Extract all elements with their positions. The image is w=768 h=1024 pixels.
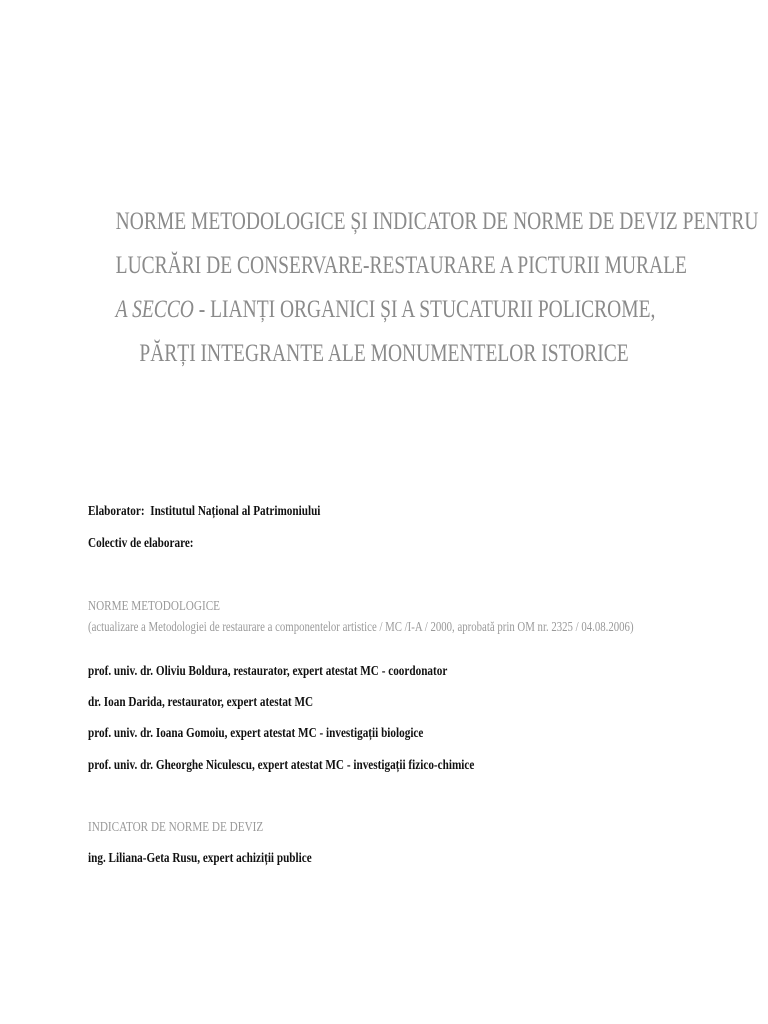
member-line: prof. univ. dr. Ioana Gomoiu, expert atestat MC - investigații biologice — [88, 726, 424, 741]
title-line-3-italic: A SECCO — [115, 296, 194, 323]
member-line: dr. Ioan Darida, restaurator, expert atestat MC — [88, 695, 314, 710]
elaborator-line — [88, 504, 320, 520]
elaborator-value: Institutul Național al Patrimoniului — [150, 504, 321, 519]
member-line: prof. univ. dr. Gheorghe Niculescu, expert atestat MC - investigații fizico-chimice — [88, 758, 475, 773]
collective-label: Colectiv de elaborare: — [88, 536, 194, 551]
title-line-1: NORME METODOLOGICE ȘI INDICATOR DE NORME DE DEVIZ PENTRU — [115, 208, 759, 235]
norme-section-note: (actualizare a Metodologiei de restaurare a componentelor artistice / MC /I-A / 2000, aprobată prin OM nr. 2325 / 04.08.2006) — [88, 619, 634, 634]
title-line-2: LUCRĂRI DE CONSERVARE-RESTAURARE A PICTURII MURALE — [115, 252, 687, 279]
norme-section-heading: NORME METODOLOGICE — [88, 599, 221, 614]
indicator-section-heading: INDICATOR DE NORME DE DEVIZ — [88, 820, 264, 835]
title-line-3-rest: - LIANȚI ORGANICI ȘI A STUCATURII POLICROME, — [193, 296, 656, 323]
document-title — [115, 200, 759, 376]
member-line: ing. Liliana-Geta Rusu, expert achiziții publice — [88, 851, 312, 866]
title-line-4: PĂRȚI INTEGRANTE ALE MONUMENTELOR ISTORICE — [139, 340, 629, 367]
elaborator-label: Elaborator: — [88, 504, 145, 519]
title-line-3 — [115, 288, 656, 332]
member-line: prof. univ. dr. Oliviu Boldura, restaurator, expert atestat MC - coordonator — [88, 664, 448, 679]
